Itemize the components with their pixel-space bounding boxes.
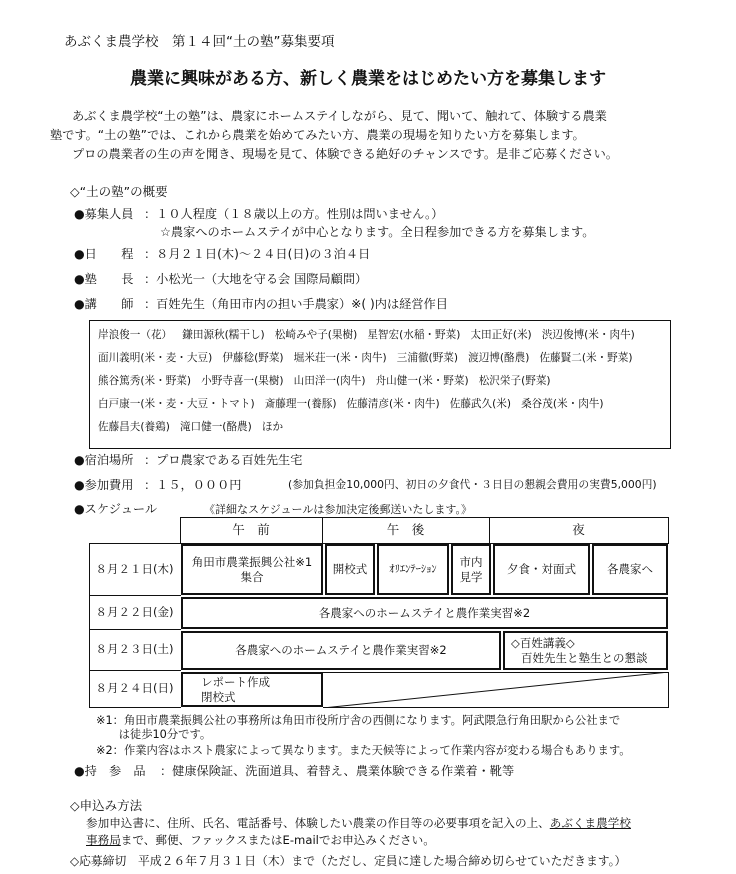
deadline: ◇応募締切 平成２６年７月３１日（木）まで（ただし、定員に達した場合締め切らせていただきます。）: [70, 854, 627, 868]
d1-farm-cell: 各農家へ: [592, 544, 668, 595]
day-label: ８月２１日(木): [95, 561, 174, 576]
d4-text: レポート作成: [201, 674, 270, 689]
recruit-label: ●募集人員: [74, 207, 134, 221]
schedule-table: [89, 517, 669, 710]
teacher-name: 渋辺俊博(米・肉牛): [541, 329, 635, 341]
day-label: ８月２２日(金): [95, 604, 174, 619]
teacher-name: ほか: [261, 421, 284, 433]
teacher-name: 斎藤理一(養豚): [264, 398, 337, 410]
apply-heading: ◇申込み方法: [70, 798, 143, 813]
teacher-name: 堀米荘一(米・肉牛): [293, 352, 387, 364]
d1-am-text: 角田市農業振興公社※1: [191, 554, 313, 569]
day-label: ８月２４日(日): [95, 681, 174, 696]
d3-night-cell: [503, 631, 668, 670]
page-title: 農業に興味がある方、新しく農業をはじめたい方を募集します: [130, 69, 606, 89]
footnote-1-cont: は徒歩10分です。: [96, 728, 212, 741]
teacher-name: 滝口健一(酪農): [179, 421, 252, 433]
teacher-name: 佐藤武久(米): [449, 398, 511, 410]
overview-heading: ◇“土の塾”の概要: [70, 184, 168, 199]
head-label: ●塾 長: [74, 272, 134, 286]
apply-line-2: [86, 832, 435, 848]
teacher-name: 星智宏(水稲・野菜): [367, 329, 461, 341]
d4-empty-slash: [323, 672, 669, 708]
office-link-cont[interactable]: 事務局: [86, 833, 121, 847]
teacher-label: ●講 師: [74, 297, 134, 311]
teacher-row: [98, 419, 283, 434]
header-line: あぶくま農学校 第１４回“土の塾”募集要項: [64, 34, 335, 50]
teacher-row: [98, 396, 604, 411]
teacher-name: 松沢栄子(野菜): [478, 375, 551, 387]
teacher-name: 鎌田源秋(糯干し): [182, 329, 265, 341]
schedule-note: 《詳細なスケジュールは参加決定後郵送いたします。》: [204, 503, 472, 516]
teacher-name: 山田洋一(肉牛): [293, 375, 366, 387]
teacher-name: 佐藤清彦(米・肉牛): [346, 398, 440, 410]
fee-value: ：１５，０００円: [144, 478, 242, 492]
intro-line-2: 塾です。“土の塾”では、これから農業を始めてみたい方、農業の現場を知りたい方を募集します。: [50, 128, 585, 142]
d1-orientation-cell: ｵﾘｴﾝﾃｰｼｮﾝ: [377, 544, 449, 595]
teacher-name: 佐藤賢二(米・野菜): [539, 352, 633, 364]
teacher-name: 白戸康一(米・麦・大豆・トマト): [98, 398, 255, 410]
teacher-row: [98, 327, 635, 342]
items-value: ：健康保険証、洗面道具、着替え、農業体験できる作業着・靴等: [160, 764, 515, 778]
date-value: ：８月２１日(木)～２４日(日)の３泊４日: [144, 247, 371, 261]
teacher-name: 佐藤昌夫(養鶏): [98, 421, 170, 433]
date-label: ●日 程: [74, 247, 134, 261]
teacher-name: 熊谷篤秀(米・野菜): [98, 375, 192, 387]
footnote-1: ※1：角田市農業振興公社の事務所は角田市役所庁舎の西側になります。阿武隈急行角田駅から公社まで: [96, 714, 621, 727]
office-link[interactable]: あぶくま農学校: [549, 816, 631, 830]
fee-note: (参加負担金10,000円、初日の夕食代・３日目の懇親会費用の実費5,000円): [288, 478, 657, 491]
head-value: ：小松光一（大地を守る会 国際局顧問）: [144, 272, 368, 286]
d4-cell: [181, 672, 323, 707]
teacher-name: 小野寺喜一(果樹): [201, 375, 284, 387]
d3-day-cell: 各農家へのホームステイと農作業実習※2: [181, 631, 501, 670]
items-label: ●持 参 品: [74, 764, 146, 778]
footnote-2: ※2：作業内容はホスト農家によって異なります。また天候等によって作業内容が変わる場合もあります。: [96, 744, 631, 757]
intro-line-3: プロの農業者の生の声を聞き、現場を見て、体験できる絶好のチャンスです。是非ご応募ください。: [72, 147, 618, 161]
d1-tour-text: 市内: [459, 554, 483, 569]
teacher-row: [98, 350, 632, 365]
apply-text: 参加申込書に、住所、氏名、電話番号、体験したい農業の作目等の必要事項を記入の上、: [86, 816, 550, 830]
intro-line-1: あぶくま農学校“土の塾”は、農家にホームステイしながら、見て、聞いて、触れて、体験する農業: [72, 109, 607, 123]
lodging-label: ●宿泊場所: [74, 453, 134, 467]
teacher-name: 渡辺博(酪農): [468, 352, 530, 364]
d4-text: 閉校式: [201, 689, 236, 704]
teacher-name: 舟山健一(米・野菜): [375, 375, 469, 387]
d1-tour-cell: [451, 544, 491, 595]
d3-night-text: 百姓先生と塾生との懇談: [521, 650, 648, 665]
header-pm: 午 後: [386, 521, 425, 537]
d3-night-text: ◇百姓講義◇: [511, 635, 575, 650]
recruit-note: ☆農家へのホームステイが中心となります。全日程参加できる方を募集します。: [160, 225, 595, 239]
teacher-name: 桑谷茂(米・肉牛): [521, 398, 604, 410]
teacher-name: 三浦徹(野菜): [396, 352, 459, 364]
apply-text: まで、郵便、ファックスまたはE-mailでお申込みください。: [120, 833, 435, 847]
teacher-name: 松崎みや子(果樹): [274, 329, 358, 341]
lodging-value: ：プロ農家である百姓先生宅: [144, 453, 303, 467]
fee-label: ●参加費用: [74, 478, 134, 492]
recruit-value: ：１０人程度（１８歳以上の方。性別は問いません。）: [144, 207, 444, 221]
header-night: 夜: [572, 521, 585, 537]
d1-tour-text: 見学: [459, 569, 483, 584]
day-label: ８月２３日(土): [95, 642, 174, 657]
teacher-name: 太田正好(米): [470, 329, 532, 341]
d1-am-cell: [181, 544, 323, 595]
d2-cell: 各農家へのホームステイと農作業実習※2: [181, 597, 668, 629]
teacher-name: 伊藤稔(野菜): [222, 352, 284, 364]
d1-am-text: 集合: [240, 569, 264, 584]
teacher-list-box: [89, 320, 671, 449]
d1-opening-cell: 開校式: [325, 544, 375, 595]
header-am: 午 前: [232, 521, 270, 537]
teacher-value: ：百姓先生（角田市内の担い手農家）※( )内は経営作目: [144, 297, 448, 311]
schedule-label: ●スケジュール: [74, 502, 158, 516]
d1-dinner-cell: 夕食・対面式: [493, 544, 590, 595]
teacher-name: 岸浪俊一（花）: [98, 329, 173, 341]
teacher-row: [98, 373, 551, 388]
apply-line-1: [86, 815, 631, 831]
teacher-name: 面川義明(米・麦・大豆): [98, 352, 213, 364]
